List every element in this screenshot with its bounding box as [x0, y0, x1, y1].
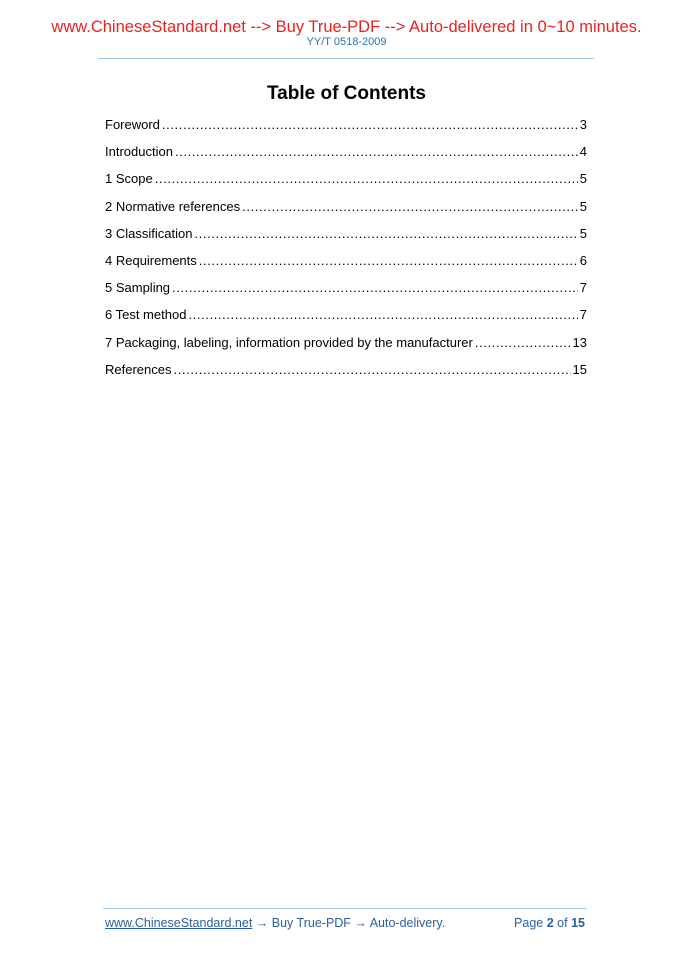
toc-entry-page: 4 — [579, 144, 587, 160]
toc-entry-label: 1 Scope — [105, 171, 153, 187]
page-footer — [105, 915, 585, 931]
toc-entry-foreword[interactable] — [105, 116, 587, 143]
dot-leader — [194, 225, 577, 243]
toc-entry-label: Foreword — [105, 117, 160, 132]
dot-leader — [242, 198, 578, 216]
toc-entry-normative-references[interactable] — [105, 198, 587, 225]
site-link[interactable]: www.ChineseStandard.net — [105, 916, 253, 930]
current-page-number: 2 — [546, 916, 554, 930]
page-indicator — [514, 915, 585, 931]
promo-banner[interactable]: www.ChineseStandard.net --> Buy True-PDF --> Auto-delivered in 0~10 minutes. — [51, 18, 642, 36]
page-title: Table of Contents — [266, 83, 427, 104]
toc-entry-classification[interactable] — [105, 225, 587, 252]
toc-entry-label: 2 Normative references — [105, 198, 241, 214]
dot-leader — [199, 252, 578, 270]
toc-entry-label: References — [105, 361, 172, 377]
dot-leader — [172, 279, 578, 297]
toc-entry-requirements[interactable] — [105, 252, 587, 279]
toc-entry-page: 6 — [579, 252, 587, 268]
dot-leader — [175, 143, 578, 161]
footer-divider — [103, 908, 587, 909]
toc-entry-label: 7 Packaging, labeling, information provided by the manufacturer — [105, 334, 473, 350]
dot-leader — [188, 306, 577, 324]
toc-entry-page: 5 — [579, 198, 587, 214]
toc-entry-label: 5 Sampling — [105, 280, 171, 296]
toc-entry-label: 3 Classification — [105, 225, 193, 241]
toc-entry-label: Introduction — [105, 144, 173, 160]
table-of-contents — [105, 116, 587, 388]
toc-entry-page: 15 — [572, 361, 587, 377]
toc-entry-label: 4 Requirements — [105, 252, 197, 268]
of-word: of — [557, 916, 568, 930]
toc-entry-label: 6 Test method — [105, 307, 187, 323]
footer-promo — [105, 915, 445, 931]
dot-leader — [475, 334, 571, 352]
toc-entry-page: 3 — [579, 117, 587, 132]
dot-leader — [155, 170, 578, 188]
toc-entry-scope[interactable] — [105, 170, 587, 197]
standard-code: YY/T 0518-2009 — [306, 36, 387, 48]
dot-leader — [162, 116, 578, 134]
toc-entry-page: 7 — [579, 307, 587, 323]
header-divider — [98, 58, 594, 59]
dot-leader — [173, 361, 570, 379]
footer-tagline: → Buy True-PDF → Auto-delivery. — [252, 916, 446, 930]
toc-entry-introduction[interactable] — [105, 143, 587, 170]
total-pages-number: 15 — [571, 916, 585, 930]
toc-entry-page: 5 — [579, 171, 587, 187]
page-word: Page — [514, 916, 544, 930]
toc-entry-page: 13 — [572, 334, 587, 350]
toc-entry-page: 7 — [579, 280, 587, 296]
toc-entry-test-method[interactable] — [105, 306, 587, 333]
toc-entry-sampling[interactable] — [105, 279, 587, 306]
toc-entry-packaging-labeling[interactable] — [105, 334, 587, 361]
toc-entry-page: 5 — [579, 225, 587, 241]
toc-entry-references[interactable] — [105, 361, 587, 388]
